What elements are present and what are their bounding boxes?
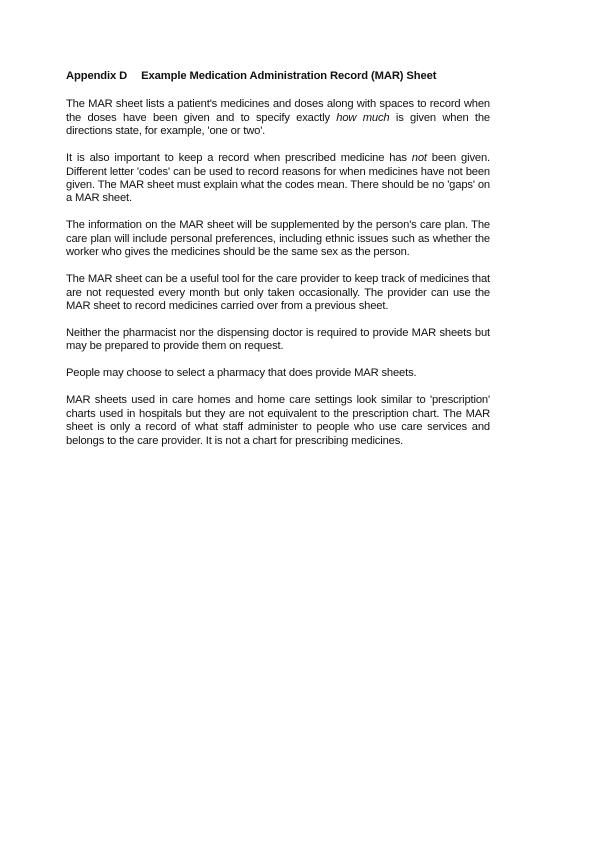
appendix-title: Example Medication Administration Record (MAR) Sheet [141,70,437,82]
paragraph-text: is given when the directions state, for example, 'one or two'. [66,111,490,138]
emphasis-how-much: how much [336,111,390,124]
paragraph-pharmacy-choice: People may choose to select a pharmacy that does provide MAR sheets. [66,367,417,380]
paragraph-pharmacist-provision: Neither the pharmacist nor the dispensing doctor is required to provide MAR sheets but may be prepared to provide them on request. [66,327,490,353]
paragraph-text: been given. Different letter 'codes' can be used to record reasons for when medicines have not been given. The MAR sheet must explain what the codes mean. There should be no 'gaps' on a MAR sheet. [66,152,490,205]
paragraph-tracking-tool: The MAR sheet can be a useful tool for the care provider to keep track of medicines that are not requested every month but only taken occasionally. The provider can use the MAR sheet to record medicines carried over from a previous sheet. [66,273,490,313]
paragraph-text: The MAR sheet lists a patient's medicines and doses along with spaces to record when the doses have been given and to specify exactly [66,98,490,124]
paragraph-prescription-charts: MAR sheets used in care homes and home care settings look similar to 'prescription' charts used in hospitals but they are not equivalent to the prescription chart. The MAR sheet is only a record of what staff administer to people who use care services and belongs to the care provider. It is not a chart for prescribing medicines. [66,394,490,447]
appendix-heading [66,70,490,83]
document-page [66,70,490,462]
appendix-label: Appendix D [66,70,128,82]
paragraph-care-plan: The information on the MAR sheet will be supplemented by the person's care plan. The care plan will include personal preferences, including ethnic issues such as whether the worker who gives the medicines should be the same sex as the person. [66,219,490,259]
paragraph-mar-overview [66,98,490,138]
emphasis-not: not [411,152,427,165]
paragraph-not-given-codes [66,152,490,206]
paragraph-text: It is also important to keep a record when prescribed medicine has [66,152,412,165]
